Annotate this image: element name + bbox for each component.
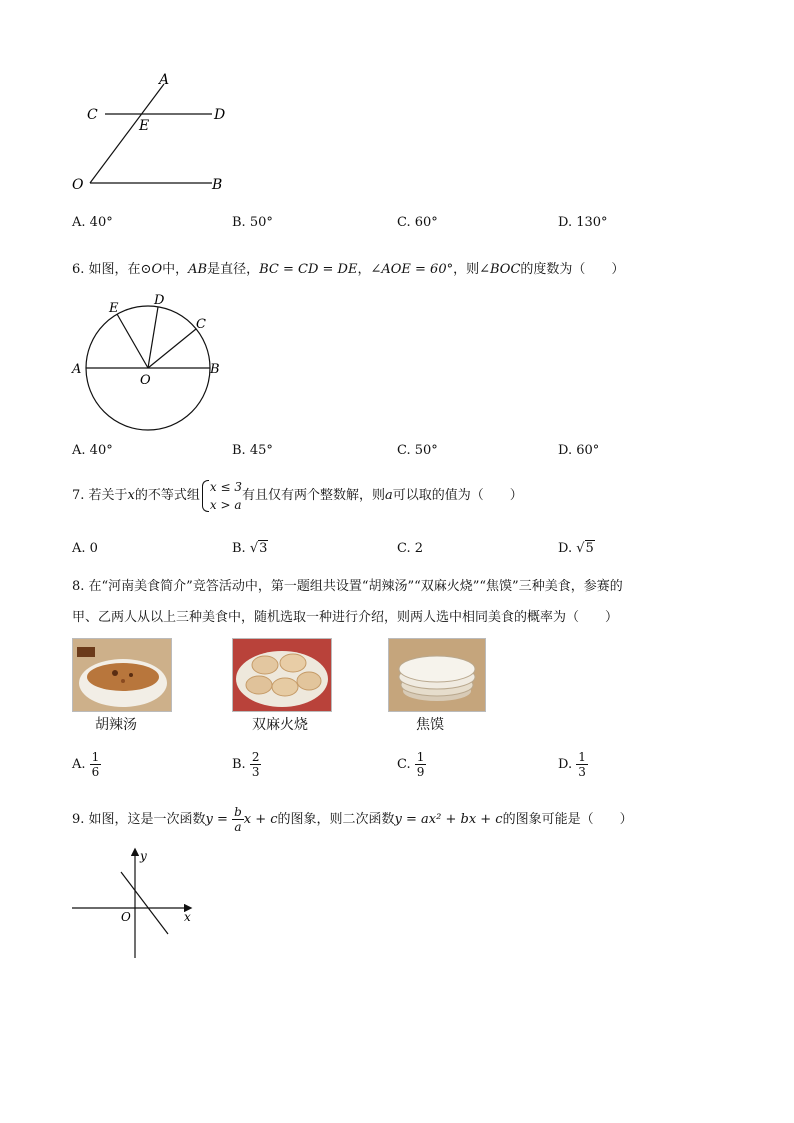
food-photo-shuangma-huoshao <box>232 638 332 712</box>
q7-option-b[interactable]: B. √3 <box>232 541 268 556</box>
q5-figure <box>60 66 250 196</box>
food-photo-hula-soup <box>72 638 172 712</box>
label-C: C <box>196 317 206 332</box>
q8-stem-line2: 甲、乙两人从以上三种美食中，随机选取一种进行介绍，则两人选中相同美食的概率为（ ） <box>72 610 619 625</box>
inequality-system: x ≤ 3 x > a <box>200 478 242 514</box>
food-photo-jiaomo <box>388 638 486 712</box>
q6-option-d[interactable]: D. 60° <box>558 443 600 458</box>
label-B: B <box>212 177 223 193</box>
q8-option-c[interactable]: C. $\frac{1}{9}$ <box>397 750 425 779</box>
q7-option-c[interactable]: C. 2 <box>397 541 424 556</box>
q8-option-a[interactable]: A. $\frac{1}{6}$ <box>72 750 100 779</box>
label-C: C <box>87 107 98 123</box>
caption-hula-soup: 胡辣汤 <box>95 717 137 733</box>
q5-option-c[interactable]: C. 60° <box>397 215 438 230</box>
q6-figure <box>66 288 236 436</box>
q6-option-a[interactable]: A. 40° <box>72 443 113 458</box>
radius-oc <box>148 329 196 368</box>
q7-option-d[interactable]: D. √5 <box>558 541 594 556</box>
caption-shuangma-huoshao: 双麻火烧 <box>252 717 308 733</box>
q5-option-a[interactable]: A. 40° <box>72 215 113 230</box>
q7-option-a[interactable]: A. 0 <box>72 541 98 556</box>
label-B: B <box>210 362 220 377</box>
label-O: O <box>72 177 84 193</box>
radius-oe <box>117 314 148 368</box>
q8-option-d[interactable]: D. $\frac{1}{3}$ <box>558 750 586 779</box>
caption-jiaomo: 焦馍 <box>416 717 444 733</box>
q6-option-b[interactable]: B. 45° <box>232 443 273 458</box>
q6-stem: 6. 如图，在⊙O中，AB是直径，BC = CD = DE，∠AOE = 60°，则∠BOC的度数为（ ） <box>72 262 625 277</box>
q7-stem: 7. 若关于x的不等式组 x ≤ 3 x > a 有且仅有两个整数解，则a可以取的值为（ ） <box>72 479 523 512</box>
label-A: A <box>159 72 170 88</box>
q5-option-b[interactable]: B. 50° <box>232 215 273 230</box>
axis-label-x: x <box>184 910 191 924</box>
q9-figure <box>66 846 206 962</box>
axis-label-o: O <box>121 910 131 924</box>
arc-equality: BC = CD = DE <box>259 262 358 277</box>
label-D: D <box>214 107 226 123</box>
label-E: E <box>139 118 150 134</box>
label-D: D <box>154 293 165 308</box>
q5-option-d[interactable]: D. 130° <box>558 215 608 230</box>
q6-option-c[interactable]: C. 50° <box>397 443 438 458</box>
q8-stem-line1: 8. 在“河南美食简介”竞答活动中，第一题组共设置“胡辣汤”“双麻火烧”“焦馍”三种美食，参赛的 <box>72 579 623 594</box>
label-A: A <box>72 362 82 377</box>
axis-label-y: y <box>140 849 147 863</box>
label-E: E <box>109 301 119 316</box>
line-ab-ray <box>90 84 164 183</box>
linear-function-line <box>121 872 168 934</box>
q8-option-b[interactable]: B. $\frac{2}{3}$ <box>232 750 260 779</box>
label-O: O <box>140 373 151 388</box>
radius-od <box>148 307 158 368</box>
q9-stem: 9. 如图，这是一次函数y = $\frac{b}{a}$ x + c的图象，则二次函数y = ax² + bx + c的图象可能是（ ） <box>72 805 633 834</box>
